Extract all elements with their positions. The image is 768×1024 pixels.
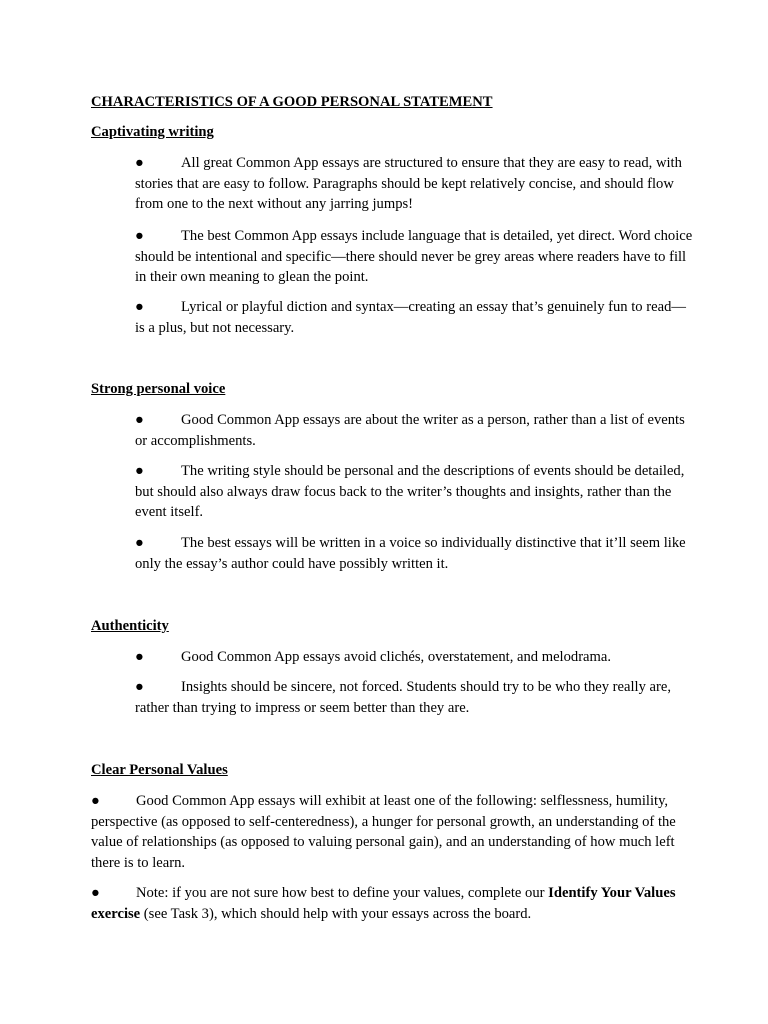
list-item-text: Good Common App essays will exhibit at least one of the following: selflessness, humility, perspective (as opposed to self-centeredness), a hunger for personal growth, an understanding of the value of relationships (as opposed to valuing personal gain), and an understanding of how much left there is to learn. — [91, 793, 676, 871]
list-item-text: All great Common App essays are structured to ensure that they are easy to read, with stories that are easy to follow. Paragraphs should be kept relatively concise, and should flow from one to the next without any jarring jumps! — [135, 155, 682, 212]
list-item — [135, 461, 695, 523]
bullet-icon: ● — [91, 885, 100, 901]
list-item-text: Good Common App essays are about the writer as a person, rather than a list of events or accomplishments. — [135, 412, 685, 449]
bullet-icon: ● — [135, 299, 144, 315]
section-heading-clear-personal-values: Clear Personal Values — [91, 762, 228, 778]
section-heading-strong-personal-voice: Strong personal voice — [91, 381, 226, 397]
bullet-icon: ● — [135, 228, 144, 244]
document-title: CHARACTERISTICS OF A GOOD PERSONAL STATEMENT — [91, 94, 493, 110]
bullet-icon: ● — [135, 155, 144, 171]
list-item-text: The best essays will be written in a voice so individually distinctive that it’ll seem like only the essay’s author could have possibly written it. — [135, 535, 686, 572]
list-item — [91, 791, 691, 873]
list-item-text: The best Common App essays include language that is detailed, yet direct. Word choice should be intentional and specific—there should never be grey areas where readers have to fill in their own meaning to glean the point. — [135, 228, 693, 285]
list-item — [135, 410, 695, 451]
note-text-before: Note: if you are not sure how best to define your values, complete our — [136, 885, 549, 901]
list-item — [135, 153, 695, 215]
bullet-icon: ● — [135, 535, 144, 551]
list-item-text: Insights should be sincere, not forced. Students should try to be who they really are, rather than trying to impress or seem better than they are. — [135, 679, 672, 716]
bullet-icon: ● — [135, 679, 144, 695]
note-text-after: (see Task 3), which should help with your essays across the board. — [140, 905, 532, 922]
list-item-text: Good Common App essays avoid clichés, overstatement, and melodrama. — [181, 649, 612, 665]
section-heading-captivating-writing: Captivating writing — [91, 124, 214, 140]
list-item — [135, 647, 695, 668]
identify-your-values-exercise-reference: Identify Your Values exercise — [91, 885, 676, 922]
bullet-icon: ● — [135, 463, 144, 479]
list-item-text: The writing style should be personal and the descriptions of events should be detailed, but should also always draw focus back to the writer’s thoughts and insights, rather than the event itself. — [135, 463, 685, 520]
list-item-note — [91, 883, 691, 924]
section-heading-authenticity: Authenticity — [91, 618, 169, 634]
bullet-icon: ● — [91, 793, 100, 809]
bullet-icon: ● — [135, 412, 144, 428]
list-item — [135, 677, 695, 718]
list-item — [135, 226, 695, 288]
list-item — [135, 533, 695, 574]
bullet-icon: ● — [135, 649, 144, 665]
list-item — [135, 297, 695, 338]
list-item-text: Lyrical or playful diction and syntax—creating an essay that’s genuinely fun to read—is a plus, but not necessary. — [135, 299, 686, 336]
